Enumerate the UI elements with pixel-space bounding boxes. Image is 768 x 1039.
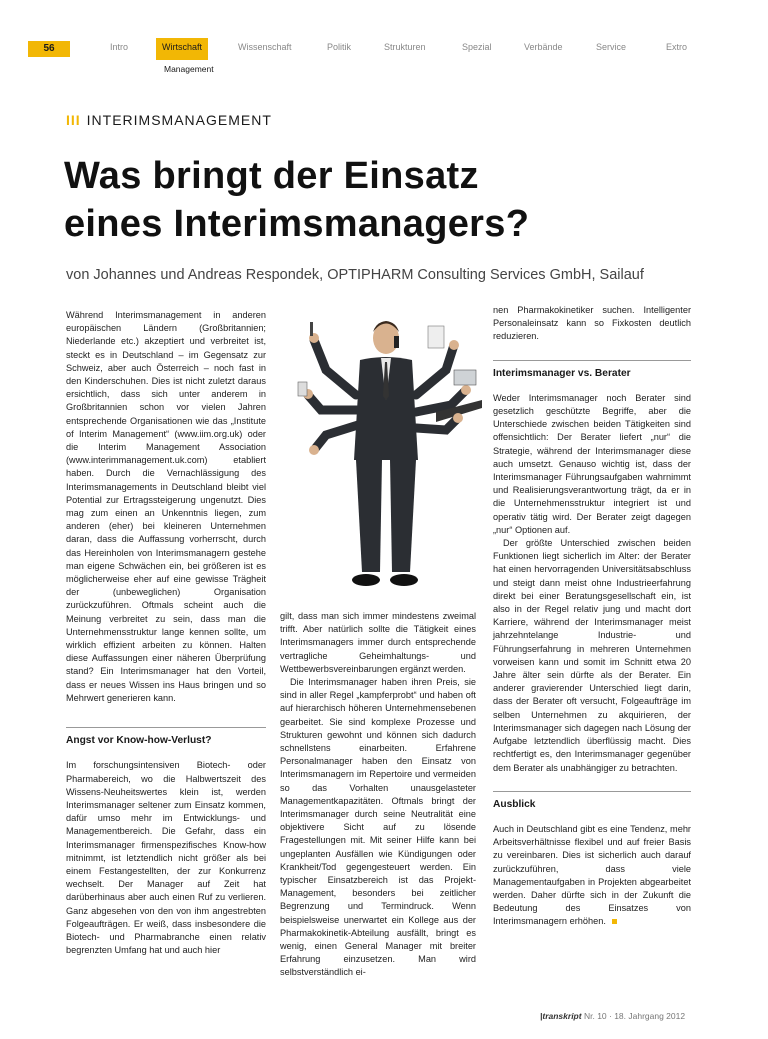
col3-paragraph-2: Weder Interimsmanager noch Berater sind gesetzlich geschützte Begriffe, aber die Unterschiede zwischen beiden Tätigkeiten sind offensichtlich: Der Berater liefert „nur“ die Strategie, während der Interimsmanager diese auch umsetzt. Genauso wichtig ist, dass der Interimsmanager Führungsaufgaben wahrnimmt und Realisierungsverantwortung trägt, da er in die Unternehmensstruktur integriert ist und operativ tätig wird. Der Berater zeigt dagegen „nur“ Optionen auf.	[493, 392, 691, 535]
col3-paragraph-4-text: Auch in Deutschland gibt es eine Tendenz, mehr Arbeitsverhältnisse flexibel und auf freier Basis zu vereinbaren. Dies ist sicherlich auch darauf zurückzuführen, dass viele Managementaufgaben in Projekten abgearbeitet werden. Daher dürfte sich in der Zukunft die Bedeutung des Einsatzes von Interimsmanagern erhöhen.	[493, 823, 691, 927]
col2-paragraph-1: gilt, dass man sich immer mindestens zweimal trifft. Aber natürlich sollte die Tätigkeit eines Interimsmanagers immer durch entsprechende vertragliche Geheimhaltungs- und Wettbewerbsvereinbarungen ergänzt werden.	[280, 611, 476, 674]
section-navigation	[28, 38, 740, 60]
article-kicker	[66, 112, 272, 128]
col3-paragraph-1: nen Pharmakokinetiker suchen. Intelligenter Personaleinsatz kann so Fixkosten deutlich reduzieren.	[493, 305, 691, 342]
subnav-management[interactable]: Management	[164, 64, 214, 74]
col2-paragraph-2: Die Interimsmanager haben ihren Preis, sie sind in aller Regel „kampferprobt“ und haben oft auf hierarchisch höheren Unternehmensebenen gearbeitet. Sie sind komplexe Prozesse und Strukturen gewohnt und können sich dadurch schnellstens einarbeiten. Erfahrene Personalmanager haben den Einsatz von Interimsmanagern im Repertoire und vermeiden so das Vorhalten unausgelasteter Managementkapazitäten. Oftmals bringt der Interimsmanager durch seine Neutralität eine objektivere Sicht auf zu lösende Fragestellungen mit. Mit seiner Hilfe kann bei ungeplanten Ausfällen wie Kündigungen oder Krankheit/Tod gegengesteuert werden. Ein typischer Einsatzbereich ist das Projekt-Management, besonders bei zeitlicher Begrenzung und Termindruck. Wenn beispielsweise unerwartet ein Kollege aus der Pharmakokinetik-Abteilung ausfällt, bringt es wenig, einen General Manager mit breiter Erfahrung einzusetzen. Man wird selbstverständlich ei-	[280, 677, 476, 978]
col3-paragraph-3: Der größte Unterschied zwischen beiden Funktionen liegt sicherlich im Alter: der Berater hat einen hervorragenden Universitätsabschluss und steigt dann meist ohne Industrieerfahrung direkt bei einer Beratungsgesellschaft ein, ist also in der Regel relativ jung und macht dort Karriere, während der Interimsmanager meist jahrzehntelange Industrie- und Führungserfahrung in mehreren Unternehmen vorweisen kann und somit im Schnitt etwa 20 Jahre älter sein dürfte als der Berater. Ein anderer gravierender Unterschied liegt darin, dass der Berater oft versucht, Folgeaufträge im selben Unternehmen zu akquirieren, der Interimsmanager sich dagegen nach Lösung der Aufgabe letztendlich überflüssig macht. Dies rechtfertigt es, den Interimsmanager gegenüber dem Berater als unabhängiger zu betrachten.	[493, 538, 691, 773]
col1-paragraph-2: Im forschungsintensiven Biotech- oder Pharmabereich, wo die Halbwertszeit des Wissens-Neuheitswertes klein ist, werden Interimsmanager seltener zum Einsatz kommen, dafür umso mehr im Entwicklungs- und Managementbereich. Die Gefahr, dass ein Interimsmanager firmenspezifisches Know-how mitnimmt, ist letztendlich nicht größer als bei einem Festangestellten, der zur Konkurrenz wechselt. Der Manager auf Zeit hat darüberhinaus aber auch einen Ruf zu verlieren. Ganz abgesehen von den von ihm angestrebten Folgeaufträgen. Er weiß, dass insbesondere die Biotech- und Pharmabranche einen relativ begrenzten Umfang hat und auch hier	[66, 760, 266, 956]
nav-item-strukturen[interactable]: Strukturen	[384, 42, 426, 52]
article-column-2	[280, 610, 476, 980]
col1-paragraph-1: Während Interimsmanagement in anderen europäischen Ländern (Großbritannien; Niederlande etc.) akzeptiert und verbreitet ist, steckt es in Deutschland – im Gegensatz zur Schweiz, aber auch Österreich – noch fast in den Kinderschuhen. Dies ist nicht zuletzt daraus ersichtlich, dass sich unter anderem in Großbritannien schon vor vielen Jahren entsprechende Organisationen wie das „Institute of Interim Management“ (www.iim.org.uk) oder die Interim Management Association (www.interimmanagement.uk.com) etabliert haben. Durch die Vernachlässigung des Interimsmanagements in Deutschland bleibt viel Potential zur Ertragssteigerung ungenutzt. Dies mag zum einen an Unkenntnis liegen, zum anderen (eher) bei kleineren Unternehmen daran, dass die Auffassung vorherrscht, durch das Hereinholen von Interimsmanagern gestehe man eigene Schwächen ein, bei größeren ist es möglicherweise eher auf eine gewisse Trägheit der (unbeweglichen) Organisation zurückzuführen. Oftmals scheint auch die Meinung verbreitet zu sein, dass man die Unternehmensstruktur lange kennen sollte, um wirklich effizient arbeiten zu können. Halten diese Auffassungen einer näheren Überprüfung stand? Ein Interimsmanager hat den Vorteil, dass er neues Wissen ins Haus bringen und so Mehrwert generieren kann.	[66, 310, 266, 703]
nav-item-politik[interactable]: Politik	[327, 42, 352, 52]
nav-item-extro[interactable]: Extro	[666, 42, 688, 52]
kicker-bars-icon: III	[66, 112, 81, 128]
nav-item-intro[interactable]: Intro	[110, 42, 129, 52]
headline-line-2: eines Interimsmanagers?	[64, 203, 530, 245]
headline-line-1: Was bringt der Einsatz	[64, 155, 479, 197]
subhead-ausblick: Ausblick	[493, 791, 691, 811]
nav-item-service[interactable]: Service	[596, 42, 627, 52]
nav-item-spezial[interactable]: Spezial	[462, 42, 492, 52]
businessman-multitasking-illustration	[286, 300, 486, 610]
footer-brand: |transkript	[540, 1011, 582, 1021]
subhead-know-how: Angst vor Know-how-Verlust?	[66, 727, 266, 747]
subhead-interimsmanager-vs-berater: Interimsmanager vs. Berater	[493, 360, 691, 380]
kicker-label: INTERIMSMANAGEMENT	[86, 112, 272, 128]
article-headline	[64, 152, 704, 248]
nav-item-verbaende[interactable]: Verbände	[524, 42, 563, 52]
end-of-article-square-icon	[612, 919, 617, 924]
article-column-1	[66, 309, 266, 957]
page-number: 56	[28, 41, 70, 57]
nav-item-wirtschaft[interactable]: Wirtschaft	[156, 38, 208, 60]
nav-item-wissenschaft[interactable]: Wissenschaft	[238, 42, 292, 52]
article-column-3	[493, 304, 691, 929]
col3-paragraph-4	[493, 823, 691, 929]
article-byline: von Johannes und Andreas Respondek, OPTIPHARM Consulting Services GmbH, Sailauf	[66, 267, 644, 283]
page-footer	[540, 1011, 685, 1021]
footer-issue: Nr. 10 · 18. Jahrgang 2012	[583, 1011, 686, 1021]
